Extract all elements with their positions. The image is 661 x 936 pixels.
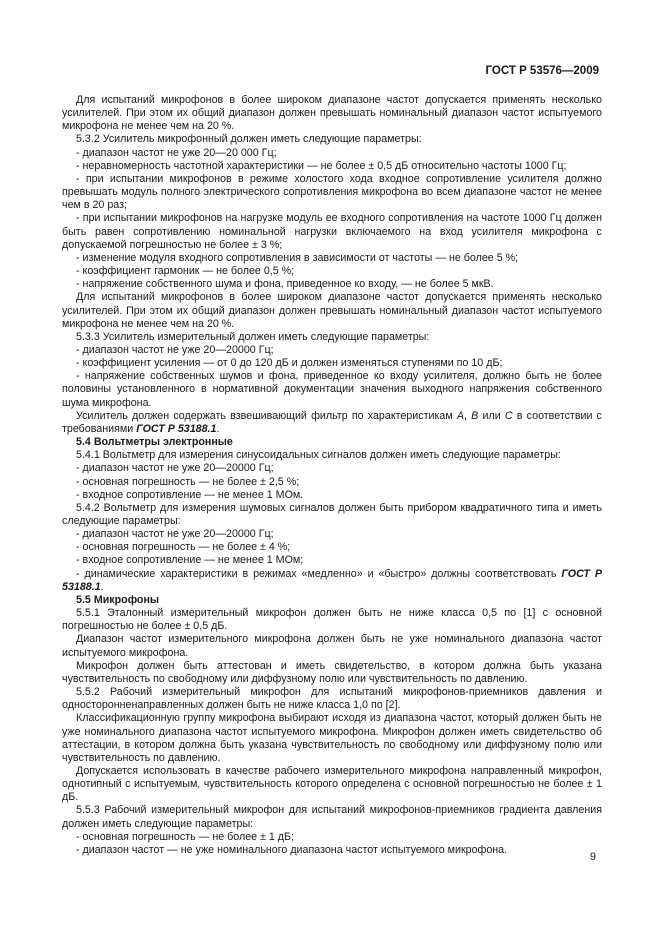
paragraph: Усилитель должен содержать взвешивающий фильтр по характеристикам А, В или С в соответствии с требованиями ГОСТ Р 53188.1. <box>62 409 602 435</box>
section-heading-5-4: 5.4 Вольтметры электронные <box>76 436 233 449</box>
list-item: - диапазон частот — не уже номинального диапазона частот испытуемого микрофона. <box>76 843 508 856</box>
list-item: - входное сопротивление — не менее 1 МОм; <box>76 554 304 567</box>
document-header: ГОСТ Р 53576—2009 <box>485 65 599 77</box>
list-item: - диапазон частот не уже 20—20 000 Гц; <box>76 146 277 159</box>
paragraph: Классификационную группу микрофона выбирают исходя из диапазона частот, который должен быть не уже номинального диапазона частот испытуемого микрофона. Микрофон должен иметь свидетельство об аттестации, в котором должна быть указана чувствительность по свободному или диффузному полю или чувствительность по давлению. <box>62 712 602 764</box>
list-item: - динамические характеристики в режимах «медленно» и «быстро» должны соответствовать ГОСТ Р 53188.1. <box>62 567 602 593</box>
clause-5-5-1: 5.5.1 Эталонный измерительный микрофон должен быть не ниже класса 0,5 по [1] с основной погрешностью не более ± 0,5 дБ. <box>62 607 602 633</box>
document-body <box>62 94 602 857</box>
clause-5-3-3: 5.3.3 Усилитель измерительный должен иметь следующие параметры: <box>76 330 430 343</box>
clause-5-3-2: 5.3.2 Усилитель микрофонный должен иметь следующие параметры: <box>76 133 422 146</box>
standard-reference: ГОСТ Р 53188.1 <box>136 422 217 435</box>
clause-5-5-3: 5.5.3 Рабочий измерительный микрофон для испытаний микрофонов-приемников градиента давления должен иметь следующие параметры: <box>62 804 602 830</box>
list-item: - напряжение собственного шума и фона, приведенное ко входу, — не более 5 мкВ. <box>76 278 494 291</box>
paragraph: Диапазон частот измерительного микрофона должен быть не уже номинального диапазона частот испытуемого микрофона. <box>62 633 602 659</box>
list-item: - напряжение собственных шумов и фона, приведенное ко входу усилителя, должно быть не более половины установленного в нормативной документации значения выходного напряжения собственного шума микрофона. <box>62 370 602 409</box>
paragraph: Микрофон должен быть аттестован и иметь свидетельство, в котором должна быть указана чувствительность по свободному или диффузному полю или чувствительность по давлению. <box>62 659 602 685</box>
clause-5-5-2: 5.5.2 Рабочий измерительный микрофон для испытаний микрофонов-приемников давления и односторонненаправленных должен быть не ниже класса 1,0 по [2]. <box>62 686 602 712</box>
list-item: - неравномерность частотной характеристики — не более ± 0,5 дБ относительно частоты 1000 Гц; <box>76 159 567 172</box>
paragraph: Для испытаний микрофонов в более широком диапазоне частот допускается применять несколько усилителей. При этом их общий диапазон должен превышать номинальный диапазон частот испытуемого микрофона не менее чем на 20 %. <box>62 94 602 133</box>
list-item: - изменение модуля входного сопротивления в зависимости от частоты — не более 5 %; <box>76 251 519 264</box>
section-heading-5-5: 5.5 Микрофоны <box>76 593 160 606</box>
list-item: - основная погрешность — не более ± 2,5 %; <box>76 475 300 488</box>
paragraph: Допускается использовать в качестве рабочего измерительного микрофона направленный микрофон, однотипный с испытуемым, чувствительность которого определена с основной погрешностью не более ± 1 дБ. <box>62 764 602 804</box>
list-item: - коэффициент гармоник — не более 0,5 %; <box>76 265 295 278</box>
standard-reference: ГОСТ Р 53188.1 <box>62 567 602 593</box>
paragraph: Для испытаний микрофонов в более широком диапазоне частот допускается применять несколько усилителей. При этом их общий диапазон должен превышать номинальный диапазон частот испытуемого микрофона не менее чем на 20 %. <box>62 291 602 330</box>
list-item: - диапазон частот не уже 20—20000 Гц; <box>76 528 274 541</box>
list-item: - при испытании микрофонов в режиме холостого хода входное сопротивление усилителя должно превышать модуль полного электрического сопротивления микрофона во всем диапазоне частот не менее чем в 20 раз; <box>62 172 602 212</box>
page-number: 9 <box>590 851 596 863</box>
clause-5-4-2: 5.4.2 Вольтметр для измерения шумовых сигналов должен быть прибором квадратичного типа и иметь следующие параметры: <box>62 501 602 527</box>
list-item: - коэффициент усиления — от 0 до 120 дБ и должен изменяться ступенями по 10 дБ; <box>76 357 503 370</box>
clause-5-4-1: 5.4.1 Вольтметр для измерения синусоидальных сигналов должен иметь следующие параметры: <box>76 449 561 462</box>
list-item: - диапазон частот не уже 20—20000 Гц; <box>76 462 274 475</box>
list-item: - диапазон частот не уже 20—20000 Гц; <box>76 343 274 356</box>
list-item: - входное сопротивление — не менее 1 МОм. <box>76 488 304 501</box>
list-item: - основная погрешность — не более ± 1 дБ; <box>76 830 295 843</box>
list-item: - основная погрешность — не более ± 4 %; <box>76 541 291 554</box>
list-item: - при испытании микрофонов на нагрузке модуль ее входного сопротивления на частоте 1000 Гц должен быть равен сопротивлению номинальной нагрузки включаемого на вход усилителя микрофона с допускаемой погрешностью не более ± 3 %; <box>62 212 602 251</box>
